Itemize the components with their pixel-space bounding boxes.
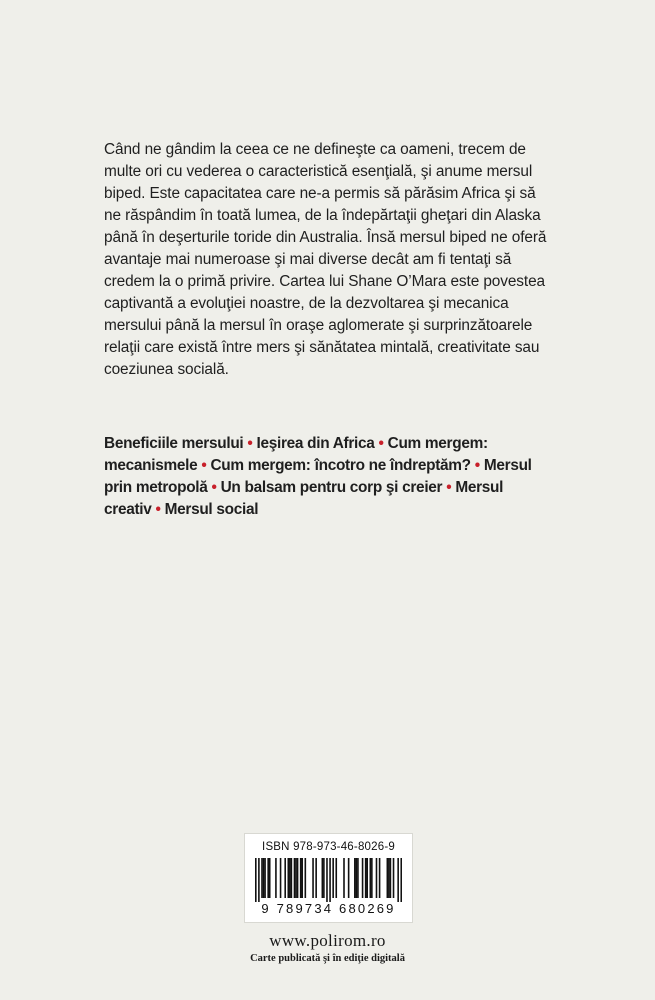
topic-item: Cum mergem: încotro ne îndreptăm? (210, 457, 471, 474)
barcode-bar (294, 858, 296, 898)
digital-edition-note: Carte publicată şi în ediţie digitală (250, 953, 405, 964)
barcode-bar (326, 858, 328, 902)
barcode-panel (244, 833, 413, 923)
barcode-bar (315, 858, 317, 898)
topic-separator: • (446, 479, 452, 496)
topic-item: Un balsam pentru corp şi creier (220, 479, 443, 496)
barcode-bar (323, 858, 325, 898)
topic-separator: • (474, 457, 480, 474)
barcode-bar (301, 858, 303, 898)
barcode-bar (300, 858, 302, 898)
barcode-bar (390, 858, 392, 898)
barcode-bar (261, 858, 263, 898)
barcode-bar (365, 858, 367, 898)
publisher-website: www.polirom.ro (269, 931, 386, 950)
barcode-bar (376, 858, 378, 898)
barcode-bar (275, 858, 277, 898)
topics-list (104, 433, 554, 521)
topic-item: Mersul social (164, 501, 259, 518)
barcode-bar (388, 858, 390, 898)
barcode-bar (387, 858, 389, 898)
barcode-bar (322, 858, 324, 898)
topic-separator: • (247, 435, 253, 452)
topic-separator: • (201, 457, 207, 474)
barcode-bar (329, 858, 331, 902)
barcode-bar (332, 858, 334, 898)
barcode-bar (305, 858, 307, 898)
topic-separator: • (378, 435, 384, 452)
barcode-bar (269, 858, 271, 898)
barcode-bar (371, 858, 373, 898)
barcode-bar (284, 858, 286, 898)
topic-separator: • (211, 479, 217, 496)
topic-item: Mersul creativ (104, 479, 504, 518)
barcode-bar (295, 858, 297, 898)
topic-item: Mersul prin metropolă (104, 457, 532, 496)
barcode-image (255, 858, 402, 902)
barcode-bar (357, 858, 359, 898)
topic-item: Ieşirea din Africa (256, 435, 375, 452)
barcode-bar (397, 858, 399, 902)
barcode-bar (263, 858, 265, 898)
barcode-bar (264, 858, 266, 898)
barcode-bar (393, 858, 395, 898)
ean-digits: 9 789734 680269 (261, 901, 396, 916)
book-description: Când ne gândim la ceea ce ne defineşte ca oameni, trecem de multe ori cu vederea o caracteristică esenţială, şi anume mersul biped. Este capacitatea care ne-a permis să părăsim Africa şi să ne răspândim în toată lumea, de la îndepărtaţii gheţari din Alaska până în deşerturile toride din Australia. Însă mersul biped ne oferă avantaje mai numeroase şi mai diverse decât am fi tentaţi să credem la o primă privire. Cartea lui Shane O’Mara este povestea captivantă a evoluţiei noastre, de la dezvoltarea şi mecanica mersului până la mersul în oraşe aglomerate şi surprinzătoarele relaţii care există între mers şi sănătatea mintală, creativitate sau coeziunea socială. (104, 141, 547, 378)
barcode-bar (297, 858, 299, 898)
barcode-bar (400, 858, 402, 902)
barcode-bar (362, 858, 364, 898)
barcode-bar (370, 858, 372, 898)
topic-item: Cum mergem: mecanismele (104, 435, 488, 474)
barcode-bar (379, 858, 381, 898)
barcode-bar (258, 858, 260, 902)
barcode-bar (287, 858, 289, 898)
barcode-bar (354, 858, 356, 898)
barcode-bar (343, 858, 345, 898)
barcode-bar (312, 858, 314, 898)
barcode-bar (356, 858, 358, 898)
barcode-bar (348, 858, 350, 898)
barcode-bar (335, 858, 337, 898)
barcode-bar (366, 858, 368, 898)
barcode-bar (289, 858, 291, 898)
barcode-bar (267, 858, 269, 898)
barcode-bar (255, 858, 257, 902)
barcode-bar (280, 858, 282, 898)
isbn-label: ISBN 978-973-46-8026-9 (262, 841, 395, 853)
barcode-bar (291, 858, 293, 898)
topic-separator: • (155, 501, 161, 518)
topic-item: Beneficiile mersului (104, 435, 244, 452)
